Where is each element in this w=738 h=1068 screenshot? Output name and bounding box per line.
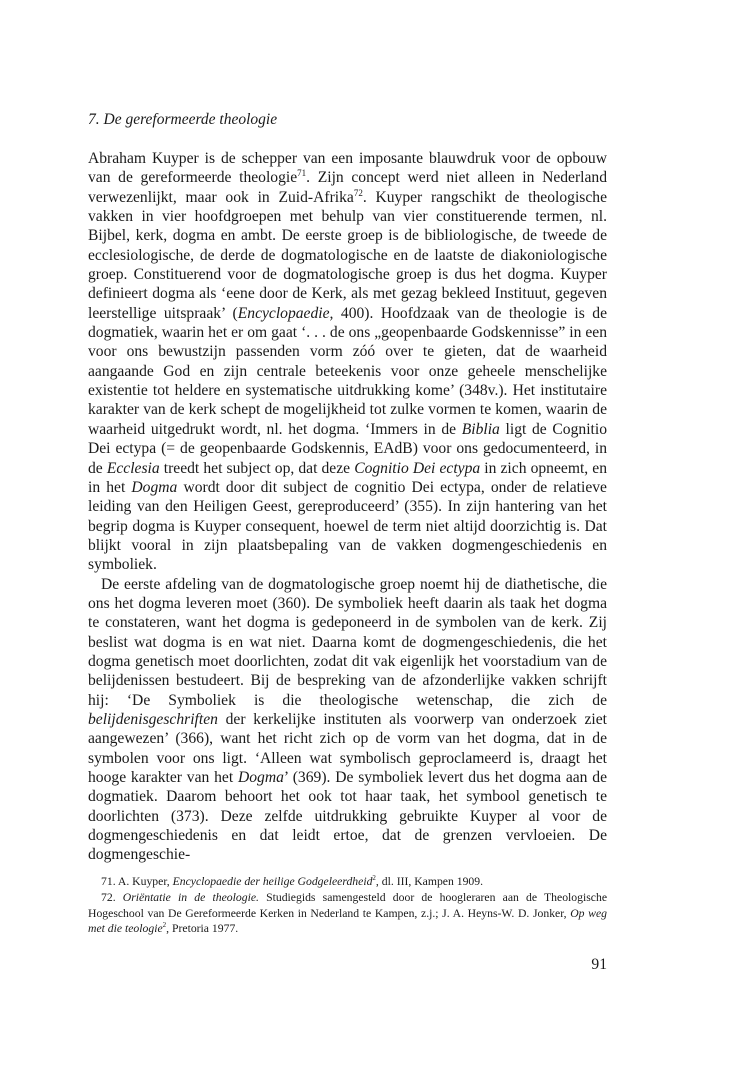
footnote-number: 71.: [101, 875, 116, 888]
paragraph-1: [88, 149, 607, 575]
italic-text: Op weg met die teologie: [88, 906, 607, 936]
italic-text: Cognitio Dei ectypa: [354, 459, 481, 477]
italic-text: Dogma: [237, 769, 284, 786]
italic-text: Ecclesia: [106, 459, 160, 477]
footnote-number: 72.: [101, 890, 116, 904]
section-number: 7.: [88, 111, 100, 128]
italic-text: Biblia: [461, 420, 500, 438]
page-number: 91: [591, 956, 607, 973]
text-run: . Zijn concept werd niet alleen in Nederland verwezenlijkt, maar ook in Zuid-Afrika: [88, 169, 608, 206]
text-run: in zich opneemt, en in het: [88, 459, 607, 496]
paragraph-2: [88, 575, 607, 865]
edition-superscript: 2: [372, 874, 376, 882]
footnote-ref-71[interactable]: 71: [297, 168, 307, 179]
text-run: der kerkelijke instituten als voorwerp van onderzoek ziet aangewezen’ (366), want het richt zich op de vorm van het dogma, dat in de symbolen voor ons ligt. ‘Alleen wat symbolisch geproclameerd is, draagt het hooge karakter van het: [88, 710, 607, 786]
text-run: ligt de Cognitio Dei ectypa (= de geopenbaarde Godskennis, EAdB) voor ons gedocumenteerd, in de: [88, 420, 607, 477]
footnote-ref-72[interactable]: 72: [353, 187, 363, 198]
footnotes: [88, 874, 607, 937]
text-run: treedt het subject op, dat deze: [159, 459, 355, 477]
italic-text: Encyclopaedie der heilige Godgeleerdheid: [172, 875, 373, 888]
edition-superscript: 2: [162, 921, 167, 930]
text-run: A. Kuyper,: [117, 875, 173, 888]
text-run: , Pretoria 1977.: [166, 922, 239, 936]
text-run: Abraham Kuyper is de schepper van een imposante blauwdruk voor de opbouw van de gereformeerde theologie: [88, 150, 607, 187]
text-run: , dl. III, Kampen 1909.: [375, 875, 484, 888]
footnote-71: [88, 874, 607, 890]
section-title: De gereformeerde theologie: [103, 111, 278, 128]
section-heading: [88, 111, 277, 129]
italic-text: Oriëntatie in de theologie.: [122, 890, 259, 904]
footnote-72: [88, 890, 607, 937]
italic-text: Dogma: [131, 478, 178, 496]
text-run: 400). Hoofdzaak van de theologie is de dogmatiek, waarin het er om gaat ‘. . . de ons „geopenbaarde Godskennisse” in een voor ons bewustzijn passenden vorm zóó over te gieten, dat de waarheid aangaande God en zijn centrale beteekenis voor onze geheele menschelijke existentie tot heldere en systematische uitdrukking kome’ (348v.). Het institutaire karakter van de kerk schept de mogelijkheid tot zulke vormen te komen, waarin de waarheid uitgedrukt wordt, nl. het dogma. ‘Immers in de: [88, 304, 608, 438]
italic-text: belijdenisgeschriften: [88, 710, 218, 728]
text-run: Studiegids samengesteld door de hoogleraren aan de Theologische Hogeschool van De Gereformeerde Kerken in Nederland te Kampen, z.j.; J. A. Heyns-W. D. Jonker,: [88, 890, 608, 920]
text-run: wordt door dit subject de cognitio Dei ectypa, onder de relatieve leiding van den Heiligen Geest, gereproduceerd’ (355). In zijn hantering van het begrip dogma is Kuyper consequent, hoewel de term niet altijd doorzichtig is. Dat blijkt vooral in zijn plaatsbepaling van de vakken dogmengeschiedenis en symboliek.: [88, 478, 607, 574]
body-text: [88, 149, 607, 865]
italic-text: Encyclopaedie,: [237, 304, 334, 322]
text-run: De eerste afdeling van de dogmatologische groep noemt hij de diathetische, die ons het dogma leveren moet (360). De symboliek heeft daarin als taak het dogma te constateren, want het dogma is gedeponeerd in de symbolen van de kerk. Zij beslist wat dogma is en wat niet. Daarna komt de dogmengeschiedenis, die het dogma genetisch moet doorlichten, zodat dit vak eigenlijk het voorstadium van de belijdenissen bestudeert. Bij de bespreking van de afzonderlijke vakken schrijft hij: ‘De Symboliek is die theologische wetenschap, die zich de: [88, 575, 607, 709]
text-run: . Kuyper rangschikt de theologische vakken in vier hoofdgroepen met behulp van vier constituerende termen, nl. Bijbel, kerk, dogma en ambt. De eerste groep is de bibliologische, de tweede de ecclesiologische, de derde de dogmatologische en de laatste de diakoniologische groep. Constituerend voor de dogmatologische groep is dus het dogma. Kuyper definieert dogma als ‘eene door de Kerk, als met gezag bekleed Instituut, gegeven leerstellige uitspraak’ (: [88, 188, 607, 322]
text-run: ’ (369). De symboliek levert dus het dogma aan de dogmatiek. Daarom behoort het ook tot haar taak, het symbool genetisch te doorlichten (373). Deze zelfde uitdrukking gebruikte Kuyper al voor de dogmengeschiedenis en dat leidt ertoe, dat de grenzen vervloeien. De dogmengeschie-: [88, 769, 607, 864]
